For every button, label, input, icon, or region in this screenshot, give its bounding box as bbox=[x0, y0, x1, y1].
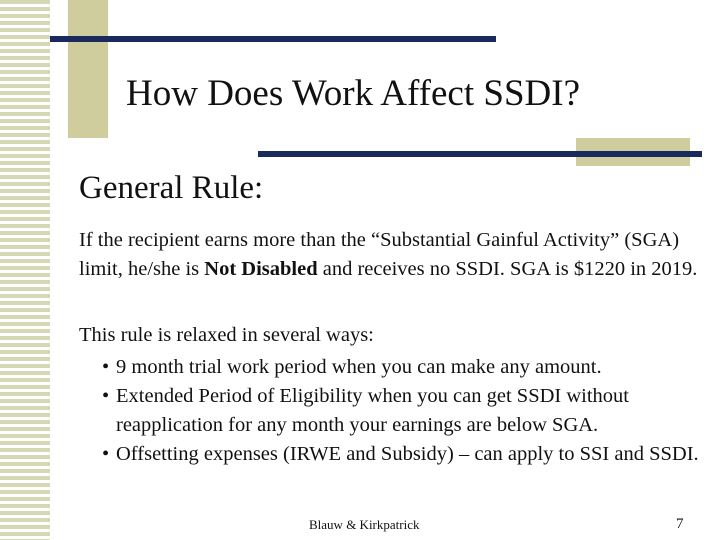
footer-author: Blauw & Kirkpatrick bbox=[309, 517, 420, 532]
page-number: 7 bbox=[676, 516, 684, 532]
rule-text-before: If the recipient earns more than the “Substantial Gainful Activity” (SGA) limit, he/she is bbox=[79, 229, 680, 280]
title-rule-bottom bbox=[258, 151, 702, 157]
list-item: • Offsetting expenses (IRWE and Subsidy) – can apply to SSI and SSDI. bbox=[102, 440, 712, 469]
list-item: • 9 month trial work period when you can make any amount. bbox=[102, 353, 712, 382]
rule-paragraph bbox=[79, 226, 699, 284]
rule-text-bold: Not Disabled bbox=[204, 258, 318, 280]
slide-title: How Does Work Affect SSDI? bbox=[126, 73, 580, 114]
title-rule-top bbox=[50, 36, 496, 42]
relax-intro: This rule is relaxed in several ways: bbox=[79, 324, 374, 346]
decorative-stripes bbox=[0, 0, 50, 540]
list-item: • Extended Period of Eligibility when you can get SSDI without reapplication for any month your earnings are below SGA. bbox=[102, 382, 712, 440]
rule-text-after: and receives no SSDI. SGA is $1220 in 2019. bbox=[317, 258, 698, 280]
decorative-beige-block-top bbox=[68, 0, 108, 138]
bullet-list bbox=[102, 353, 712, 469]
section-heading: General Rule: bbox=[79, 170, 264, 206]
